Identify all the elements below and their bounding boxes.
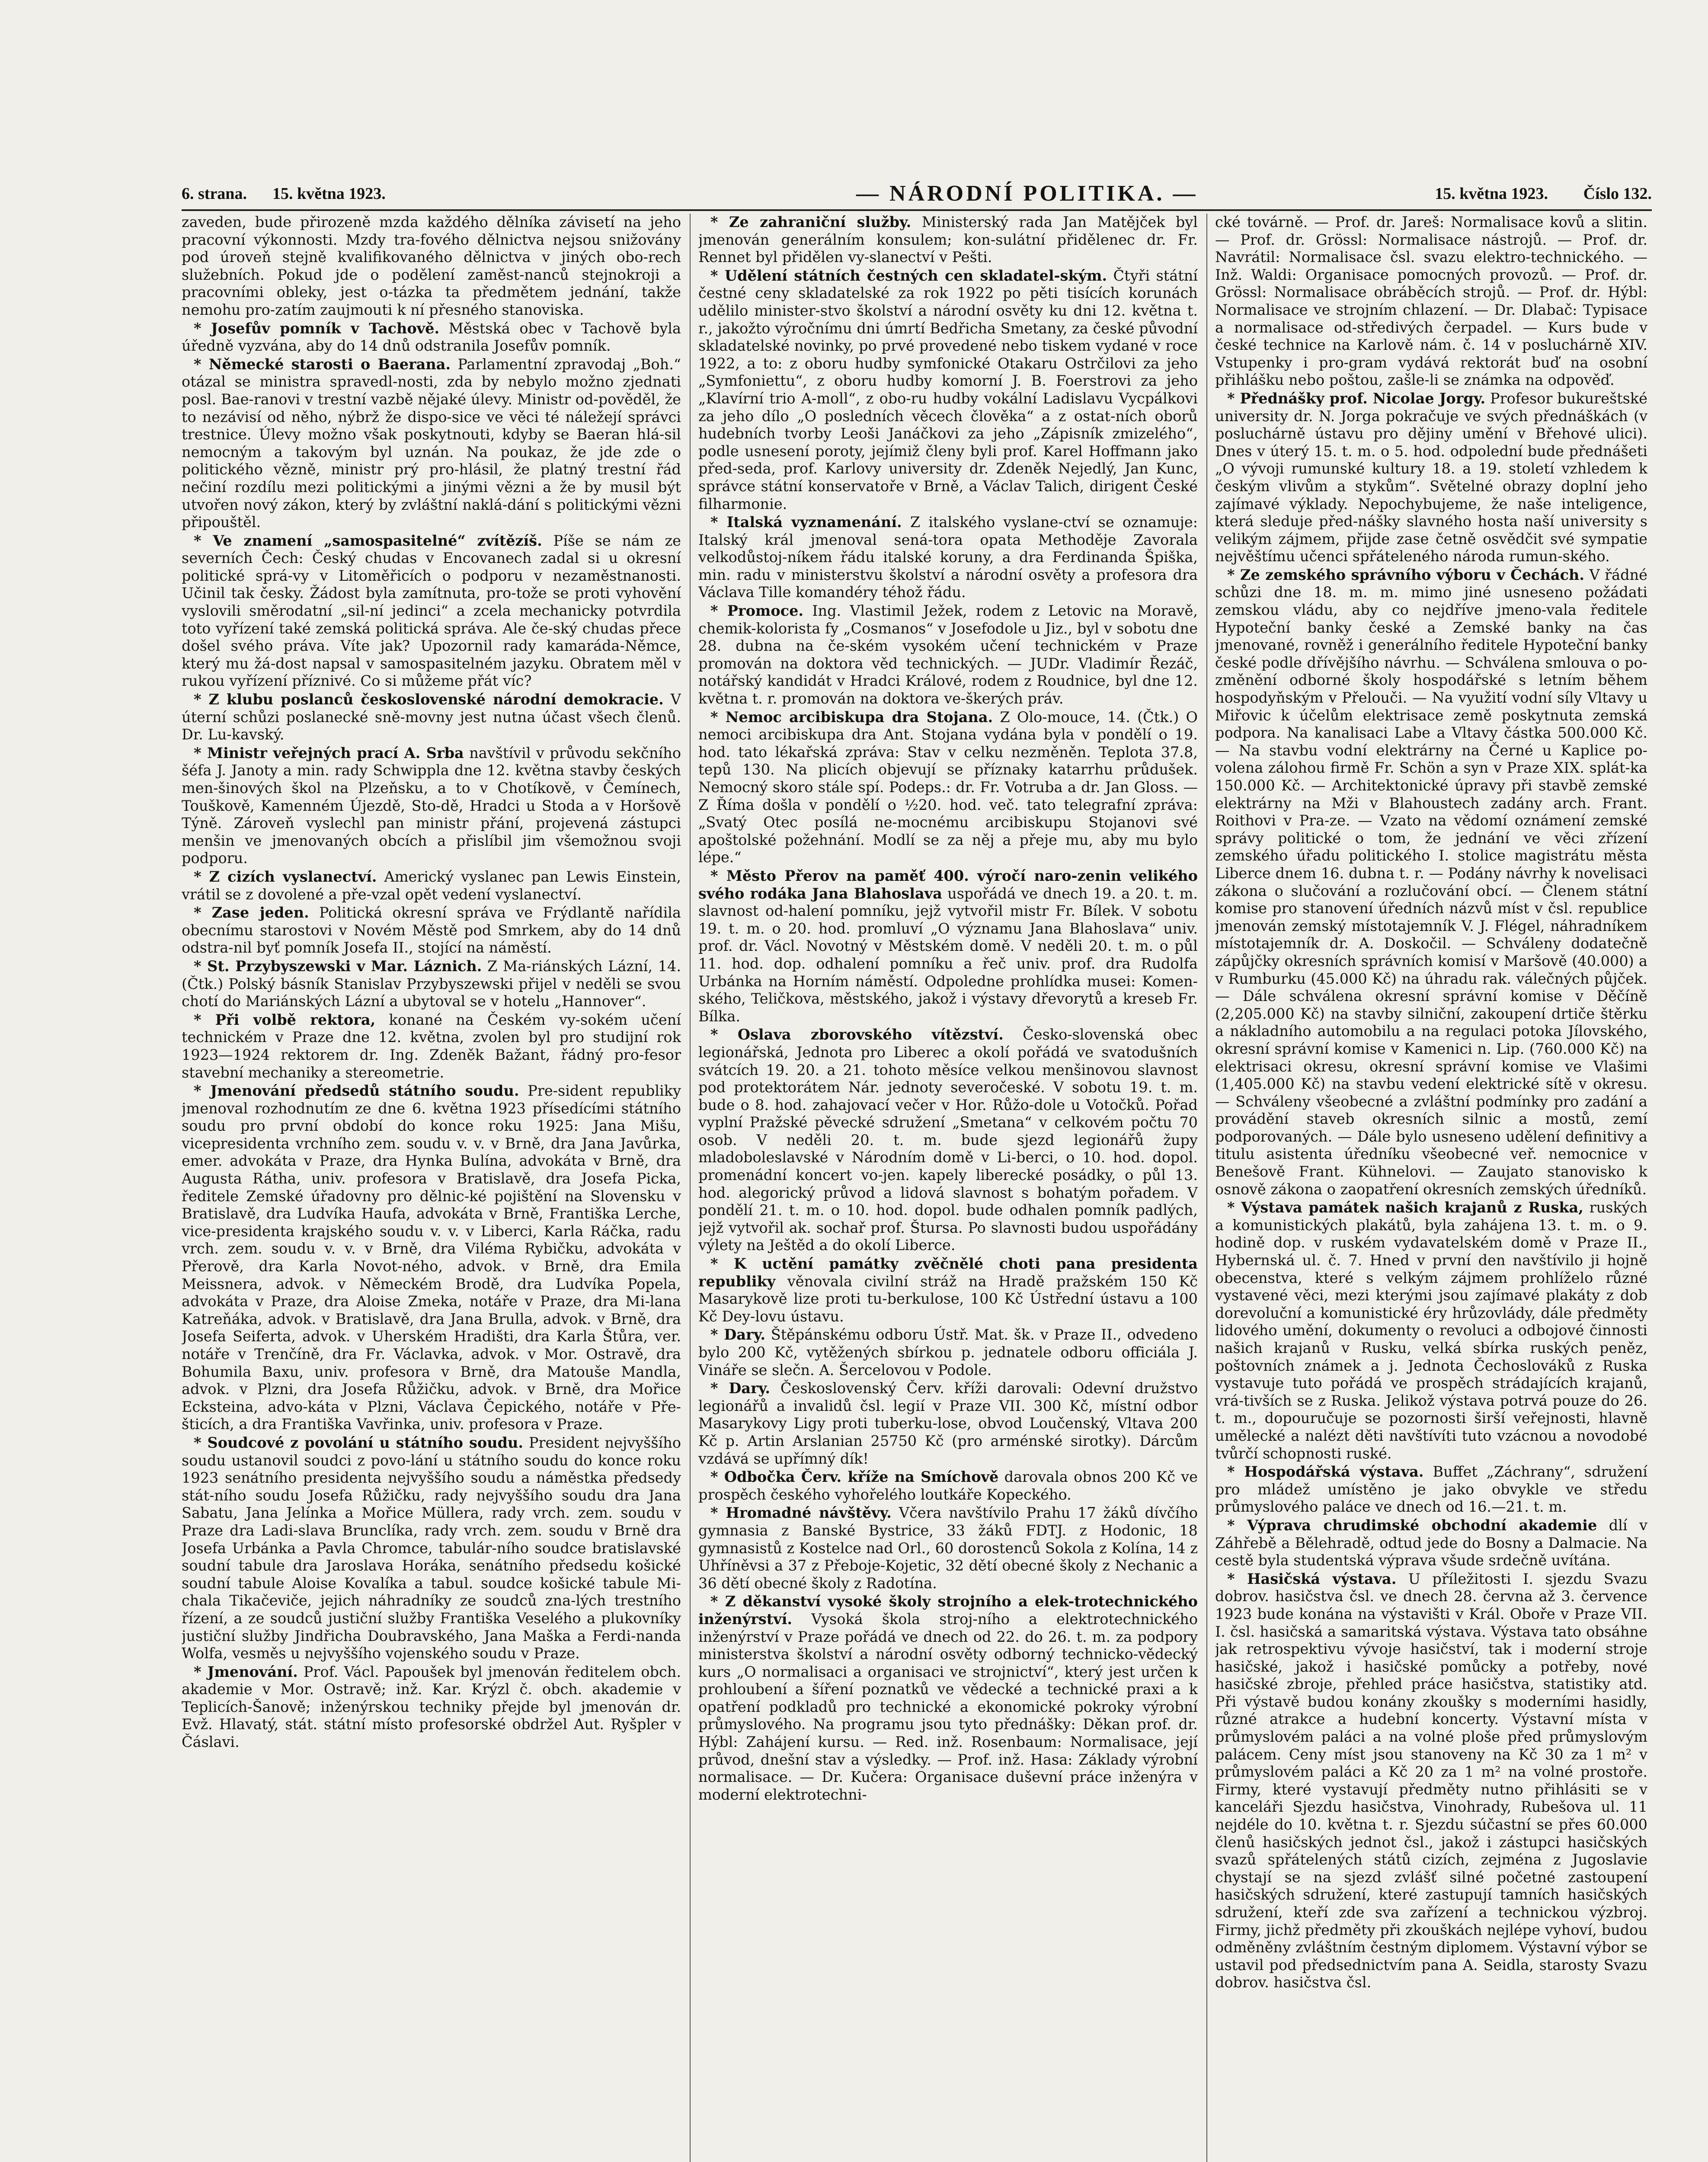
header-date-right: 15. května 1923. xyxy=(1435,185,1548,203)
header-rule xyxy=(182,209,1652,211)
article-paragraph xyxy=(182,1082,681,1433)
article-paragraph xyxy=(1215,390,1647,566)
article-paragraph xyxy=(182,958,681,1011)
article-text: Buffet „Záchrany“, sdružení pro mládež umístěno je jako obvykle ve středu průmyslového paláce ve dnech od 16.—21. t. m. xyxy=(1215,1463,1647,1516)
article-headline: * Ve znamení „samospasitelné“ zvítězíš. xyxy=(194,532,542,549)
article-text: V úterní schůzi poslanecké sně-movny jest nutna účast všech členů. Dr. Lu-kavský. xyxy=(182,691,681,743)
article-headline: * Nemoc arcibiskupa dra Stojana. xyxy=(710,708,993,726)
article-headline: * St. Przybyszewski v Mar. Láznich. xyxy=(194,957,482,975)
article-headline: * Italská vyznamenání. xyxy=(710,514,902,531)
article-headline: * Město Přerov na paměť 400. výročí naro-zenin velikého svého rodáka Jana Blahoslava xyxy=(698,867,1198,902)
article-paragraph xyxy=(698,602,1198,708)
article-paragraph xyxy=(698,1593,1198,1804)
column-2 xyxy=(698,214,1198,2162)
article-paragraph xyxy=(182,356,681,531)
article-text: President nejvyššího soudu ustanovil soudci z povo-lání u státního soudu do konce roku 1923 senátního presidenta nejvyššího soudu a náměstka předsedy stát-ního soudu Josefa Růžičku, rady nejvyššího soudu dra Jana Sabatu, Jana Jelínka a Mořice Müllera, rady vrch. zem. soudu v Praze dra Ladi-slava Brunclíka, rady vrch. zem. soudu v Brně dra Josefa Urbánka a Pavla Chromce, tabulár-ního soudce bratislavské soudní tabule dra Jaroslava Horáka, senátního předsedu košické soudní tabule Aloise Kovalíka a tabul. soudce košické tabule Mi-chala Tikačeviče, jejich náhradníky ze soudců zna-lých trestního řízení, a ze soudců justiční služby Františka Veselého a plukovníky justiční služby Jindřicha Doubravského, Jana Maška a Ferdi-nanda Wolfa, vesměs u nejvyššího vojenského soudu v Praze. xyxy=(182,1434,681,1662)
article-headline: * Promoce. xyxy=(710,602,804,620)
article-text: Městská obec v Tachově byla úředně vyzvána, aby do 14 dnů odstranila Josefův pomník. xyxy=(182,320,681,355)
article-text: Profesor bukureštské university dr. N. Jorga pokračuje ve svých přednáškách (v posluchárně ústavu pro dějiny umění v Břehové ulici). Dnes v úterý 15. t. m. o 5. hod. odpolední bude přednášeti „O vývoji rumunské kultury 18. a 19. století vzhledem k českým vlivům a stykům“. Světelné obrazy doplní jeho zajímavé výklady. Nepochybujeme, že naše inteligence, která sleduje před-nášky slavného hosta naší university s velikým zájmem, přijde zase četně osvědčit své sympatie nejvěštímu učenci spřáteleného národa rumun-ského. xyxy=(1215,390,1647,565)
article-paragraph xyxy=(182,1434,681,1663)
article-headline: * Německé starosti o Baerana. xyxy=(194,355,451,373)
article-paragraph xyxy=(698,709,1198,867)
article-text: Prof. Václ. Papoušek byl jmenován ředitelem obch. akademie v Mor. Ostravě; inž. Kar. Krýzl č. obch. akademie v Teplicích-Šanově; inženýrskou techniky přejde byl jmenován dr. Evž. Hlavatý, stát. státní místo profesorské obdržel Aut. Ryšpler v Čáslavi. xyxy=(182,1663,681,1751)
article-text: Štěpánskému odboru Ústř. Mat. šk. v Praze II., odvedeno bylo 200 Kč, vytěžených sbírkou p. jednatele odboru officiála J. Vináře se slečn. A. Šercelovou v Podole. xyxy=(698,1326,1198,1378)
article-text: Americký vyslanec pan Lewis Einstein, vrátil se z dovolené a pře-vzal opět vedení vyslanectví. xyxy=(182,868,681,903)
article-paragraph xyxy=(698,1380,1198,1468)
article-paragraph xyxy=(698,1468,1198,1503)
article-text: Politická okresní správa ve Frýdlantě nařídila obecnímu starostovi v Novém Městě pod Smrkem, aby do 14 dnů odstra-nil byť pomník Josefa II., stojící na náměstí. xyxy=(182,904,681,956)
column-divider xyxy=(690,214,691,2162)
page-number: 6. strana. xyxy=(182,185,247,203)
article-headline: * Dary. xyxy=(710,1326,765,1343)
article-text: Z italského vyslane-ctví se oznamuje: Italský král jmenoval sená-tora opata Methoděje Zavorala velkodůstoj-níkem řádu italské koruny, a dra Ferdinanda Špiška, min. radu v ministerstvu školství a národní osvěty a profesora dra Václava Tille komandéry téhož řádu. xyxy=(698,514,1198,601)
article-paragraph xyxy=(182,214,681,319)
article-headline: * Oslava zborovského vítězství. xyxy=(710,1026,1004,1043)
newspaper-title: — NÁRODNÍ POLITIKA. — xyxy=(856,181,1198,206)
article-headline: * Odbočka Červ. kříže na Smíchově xyxy=(710,1468,999,1486)
article-text: zaveden, bude přirozeně mzda každého dělníka závisetí na jeho pracovní výkonnosti. Mzdy tra-fového dělnictva nejsou snižovány pod úroveň stejně kvalifikovaného dělnictva v jiných obo-rech služebních. Pokud jde o podělení zaměst-nanců stejnokroji a pracovními obleky, jest o-tázka ta předmětem jednání, takže nemohu pro-zatím zaujmouti k ní přesného stanoviska. xyxy=(182,214,681,318)
article-text: věnovala civilní stráž na Hradě pražském 150 Kč Masarykově lize proti tu-berkulose, 100 Kč Ústřední ústavu a 100 Kč Dey-lovu ústavu. xyxy=(698,1273,1198,1325)
article-text: Z Olo-mouce, 14. (Čtk.) O nemoci arcibiskupa dra Ant. Stojana vydána byla v pondělí o 19. hod. tato lékařská zpráva: Stav v celku nezměněn. Teplota 37.8, tepů 130. Na plicích objevují se příznaky katarrhu průdušek. Nemocný skoro stále spí. Podeps.: dr. Fr. Votruba a dr. Jan Gloss. — Z Říma došla v pondělí o ½20. hod. več. tato telegrafní zpráva: „Svatý Otec posílá ne-mocnému arcibiskupu Stojanovi své apoštolské požehnání. Modlí se za něj a přeje mu, aby mu bylo lépe.“ xyxy=(698,708,1198,866)
column-3 xyxy=(1215,214,1647,2162)
article-paragraph xyxy=(182,320,681,355)
article-paragraph xyxy=(698,867,1198,1025)
column-divider xyxy=(1206,214,1207,2162)
article-text: konané na Českém vy-sokém učení technickém v Praze dne 12. května, zvolen byl pro studijní rok 1923—1924 rektorem dr. Ing. Zdeněk Bažant, řádný pro-fesor stavební mechaniky a stereometrie. xyxy=(182,1011,681,1081)
article-paragraph xyxy=(182,904,681,957)
article-headline: * Výprava chrudimské obchodní akademie xyxy=(1227,1516,1597,1534)
article-headline: * Jmenování předsedů státního soudu. xyxy=(194,1082,519,1100)
article-text: Československý Červ. kříži darovali: Odevní družstvo legionářů a invalidů čsl. legií v Praze VII. 300 Kč, místní odbor Masarykovy Ligy proti tuberku-lose, obvod Loučenský, Vltava 200 Kč p. Artin Arslanian 25750 Kč (pro arménské sirotky). Dárcům vzdává se upřímný dík! xyxy=(698,1380,1198,1467)
article-paragraph xyxy=(182,1663,681,1751)
article-paragraph xyxy=(1215,566,1647,1198)
article-text: V řádné schůzi dne 18. m. m. mimo jiné usneseno požádati zemskou vládu, aby co nejdříve jmeno-vala ředitele Hypoteční banky české a Zemské banky na čas jmenované, rovněž i generálního ředitele Hypoteční banky české podle dřívějšího návrhu. — Schválena smlouva o po-změnění odborné školy hospodářské s letním během hospodyňským v Přelouči. — Na využití vodní síly Vltavy u Miřovic k účelům elektrisace země poskytnuta zemská podpora. Na kanalisaci Labe a Vltavy částka 500.000 Kč. — Na stavbu vodní elektrárny na Černé u Kaplice po-volena zálohou firmě Fr. Schön a syn v Praze XIX. splát-ka 150.000 Kč. — Architektonické úpravy při stavbě zemské elektrárny na Mži v Blahoustech zadány arch. Frant. Roithovi v Pra-ze. — Vzato na vědomí oznámení zemské správy politické o tom, že jednání ve věci zřízení zemského úřadu politického I. stolice magistrátu města Liberce dnem 16. dubna t. r. — Podány návrhy k novelisaci zákona o slučování a rozlučování obcí. — Členem státní komise pro stanovení úředních názvů míst v čsl. republice jmenován zemský místotajemník V. J. Flégel, náhradníkem místotajemník dr. A. Doskočil. — Schváleny dodatečně zápůjčky okresních správních komisí v Maršově (40.000) a v Rumburku (45.000 Kč) na úhradu rak. válečných půjček. — Dále schválena okresní správní komise v Děčíně (2,205.000 Kč) na stavby silniční, zakoupení drtiče štěrku a nákladního automobilu a na regulaci potoka Jílovského, okresní správní komise v Kamenici n. Lip. (760.000 Kč) na elektrisaci okresu, okresní správní komise ve Vlašimi (1,405.000 Kč) na stavbu vedení elektrické sítě v okresu. — Schváleny všeobecné a zvláštní podmínky pro zadání a provádění staveb okresních silnic a mostů, zemí podporovaných. — Dále bylo usneseno udělení definitivy a titulu asistenta úředníku všeobecné veř. nemocnice v Benešově Frant. Kühnelovi. — Zaujato stanovisko k osnově zákona o zaopatření okresních zemských úředníků. xyxy=(1215,566,1647,1198)
article-paragraph xyxy=(182,1011,681,1081)
article-text: cké továrně. — Prof. dr. Jareš: Normalisace kovů a slitin. — Prof. dr. Grössl: Normalisace nástrojů. — Prof. dr. Navrátil: Normalisace čsl. svazu elektro-technického. — Inž. Waldi: Organisace pomocných provozů. — Prof. dr. Grössl: Normalisace obráběcích strojů. — Prof. dr. Hýbl: Normalisace ve strojním chlazení. — Dr. Dlabač: Typisace a normalisace od-středivých čerpadel. — Kurs bude v české technice na Karlově nám. č. 14 v posluchárně XIV. Vstupenky i pro-gram vydává rektorát buď na osobní přihlášku nebo poštou, zašle-li se známka na odpověď. xyxy=(1215,214,1647,389)
article-text: Parlamentní zpravodaj „Boh.“ otázal se ministra spravedl-nosti, zda by nebylo možno zjednati posl. Bae-ranovi v trestní vazbě nějaké úlevy. Ministr od-pověděl, že to nezávisí od něho, nýbrž že dispo-sice ve věci té náležejí správci trestnice. Úlevy možno však poskytnouti, kdyby se Baeran hlá-sil nemocným a takovým byl uznán. Na poukaz, že jde zde o politického vězně, ministr prý pro-hlásil, že platný trestní řád nečiní rozdílu mezi politickými a jinými vězni a že by musil být utvořen nový zákon, který by zvláštní naklá-dání s politickými vězni připouštěl. xyxy=(182,355,681,531)
article-headline: * Zase jeden. xyxy=(194,904,309,921)
article-paragraph xyxy=(182,745,681,867)
article-paragraph xyxy=(698,1255,1198,1325)
article-text: ruských a komunistických plakátů, byla zahájena 13. t. m. o 9. hodině dop. v ruském vydavatelském domě v Praze II., Hybernská ul. č. 7. Hned v první den navštívilo ji hojně obecenstva, které s velkým zájmem prohlíželo různé vystavené věci, mezi kterými jsou zajímavé plakáty z dob dorevoluční a komunistické éry hrůzovlády, dále předměty lidového umění, dokumenty o revoluci a odbojové činnosti našich krajanů v Rusku, velká sbírka ruských peněz, poštovních známek a j. Jednota Čechoslováků z Ruska vystavuje tuto pořádá ve prospěch strádajících krajanů, vrá-tivších se z Ruska. Jelikož výstava potrvá pouze do 26. t. m., dopouručuje se pozornosti širší veřejnosti, hlavně umělecké a nalézt děti navštívíti tuto vzácnou a novodobé tvůrčí schopnosti ruské. xyxy=(1215,1199,1647,1462)
article-text: Z Ma-riánských Lázní, 14. (Čtk.) Polský básník Stanislav Przybyszewski přijel v neděli se svou chotí do Mariánských Lázní a ubytoval se v hotelu „Hannover“. xyxy=(182,957,681,1010)
article-headline: * Dary. xyxy=(710,1380,771,1397)
page-header xyxy=(182,181,1652,211)
article-text: Píše se nám ze severních Čech: Český chudas v Encovanech zadal si u okresní politické sprá-vy v Litoměřicích o podporu v nezaměstnanosti. Učinil tak česky. Žádost byla zamítnuta, pro-tože se proti vyhovění vyslovili směrodatní „sil-ní jedinci“ a zcela mechanicky potvrdila toto vyřízení také zemská politická správa. Ale če-ský chudas přece došel svého práva. Víte jak? Upozornil rady kamaráda-Němce, který mu žá-dost napsal v samospasitelném jazyku. Obratem měl v rukou vyřízení příznivé. Co si můžeme přát víc? xyxy=(182,532,681,690)
article-paragraph xyxy=(182,532,681,690)
article-paragraph xyxy=(1215,1463,1647,1516)
column-1 xyxy=(182,214,681,2162)
article-text: Ing. Vlastimil Ježek, rodem z Letovic na Moravě, chemik-kolorista fy „Cosmanos“ v Josefodole u Jiz., byl v sobotu dne 28. dubna na če-ském vysokém učení technickém v Praze promován na doktora věd technických. — JUDr. Vladimír Řezáč, notářský kandidát v Hradci Králové, rodem z Roudnice, byl dne 12. května t. r. promován na doktora ve-škerých práv. xyxy=(698,602,1198,707)
article-headline: * Hospodářská výstava. xyxy=(1227,1463,1424,1481)
article-headline: * Při volbě rektora, xyxy=(194,1011,376,1028)
article-text: navštívil v průvodu sekčního šéfa J. Janoty a min. rady Schwippla dne 12. května stavby českých men-šinových škol na Plzeňsku, a to v Chotíkově, v Čemínech, Touškově, Kamenném Újezdě, Sto-dě, Hradci u Stoda a v Horšově Týně. Zároveň vyslechl pan ministr přání, projevená zástupci menšin ve jmenovaných obcích a přislíbil jim všemožnou svoji podporu. xyxy=(182,744,681,867)
article-paragraph xyxy=(1215,1517,1647,1570)
article-paragraph xyxy=(698,1026,1198,1254)
article-text: dlí v Záhřebě a Bělehradě, odtud jede do Bosny a Dalmacie. Na cestě byla studentská výprava všude srdečně uvítána. xyxy=(1215,1516,1647,1569)
article-headline: * Ministr veřejných prací A. Srba xyxy=(194,744,464,761)
article-headline: * K uctění památky zvěčnělé choti pana presidenta republiky xyxy=(698,1255,1198,1290)
article-text: Ministerský rada Jan Matějček byl jmenován generálním konsulem; kon-sulátní přidělenec dr. Fr. Rennet byl přidělen vy-slanectví v Pešti. xyxy=(698,214,1198,266)
article-paragraph xyxy=(1215,214,1647,389)
article-headline: * Soudcové z povolání u státního soudu. xyxy=(194,1434,523,1451)
article-headline: * Z klubu poslanců československé národní demokracie. xyxy=(194,691,664,708)
article-text: uspořádá ve dnech 19. a 20. t. m. slavnost od-halení pomníku, jejž vytvořil mistr Fr. Bílek. V sobotu 19. t. m. o 20. hod. promluví „O významu Jana Blahoslava“ univ. prof. dr. Václ. Novotný v Městském domě. V neděli 20. t. m. o půl 11. hod. dop. odhalení pomníku a řeč univ. prof. dra Rudolfa Urbánka na Horním náměstí. Odpoledne prohlídka musei: Komen-ského, Teličkova, městského, jakož i výstavy dřevorytů a kreseb Fr. Bílka. xyxy=(698,885,1198,1025)
article-paragraph xyxy=(1215,1199,1647,1462)
article-text: Včera navštívilo Prahu 17 žáků dívčího gymnasia z Banské Bystrice, 33 žáků FDTJ. z Hodonic, 18 gymnasistů z Kostelce nad Orl., 60 dorostenců Sokola z Kolína, 14 z Uhříněvsi a 37 z Přeboje-Kojetic, 32 dětí obecné školy z Nechanic a 36 dětí obecné školy z Radotína. xyxy=(698,1504,1198,1592)
article-paragraph xyxy=(698,1326,1198,1379)
article-paragraph xyxy=(698,1504,1198,1592)
article-text: Čtyři státní čestné ceny skladatelské za rok 1922 po pěti tisících korunách udělilo minister-stvo školství a národní osvěty ku dni 12. května t. r., jakožto výročnímu dni úmrtí Bedřicha Smetany, za české původní skladatelské novinky, po prvé provedené nebo tiskem vydané v roce 1922, a to: z oboru hudby symfonické Otakaru Ostrčilovi za jeho „Symfoniettu“, z oboru hudby komorní J. B. Foerstrovi za jeho „Klavírní trio A-moll“, z obo-ru hudby vokální Ladislavu Vycpálkovi za jeho dílo „O posledních věcech člověka“ a z ostat-ních oborů hudebních tvorby Leoši Janáčkovi za jeho „Zápisník zmizelého“, podle usnesení poroty, jejímiž členy byli prof. Karel Hoffmann jako před-seda, prof. Karlovy university dr. Zdeněk Nejedlý, Jan Kunc, správce státní konservatoře v Brně, a Václav Talich, dirigent České filharmonie. xyxy=(698,267,1198,512)
issue-number: Číslo 132. xyxy=(1583,185,1652,203)
article-text: Česko-slovenská obec legionářská, Jednota pro Liberec a okolí pořádá ve svatodušních svátcích 19. 20. a 21. tohoto měsíce velkou menšinovou slavnost pod protektorátem Nár. jednoty severočeské. V sobotu 19. t. m. bude o 8. hod. zahajovací večer v Hor. Růžo-dole u Votočků. Pořad vyplní Pražské pěvecké sdružení „Smetana“ v celkovém počtu 70 osob. V neděli 20. t. m. bude sjezd legionářů župy mladoboleslavské v Národním domě v Li-berci, o 10. hod. dopol. promenádní koncert vo-jen. kapely liberecké posádky, o půl 13. hod. alegorický průvod a lidová slavnost s bohatým pořadem. V pondělí 21. t. m. o 10. hod. dopol. bude odhalen pomník padlých, jejž vytvořil ak. sochař prof. Štursa. Po slavnosti budou uspořádány výlety na Ještěd a do okolí Liberce. xyxy=(698,1026,1198,1254)
article-paragraph xyxy=(182,868,681,903)
article-paragraph xyxy=(698,214,1198,266)
article-text: darovala obnos 200 Kč ve prospěch českého vyhořelého loutkáře Kopeckého. xyxy=(698,1468,1198,1503)
article-headline: * Jmenování. xyxy=(194,1663,298,1680)
article-text: Vysoká škola stroj-ního a elektrotechnického inženýrství v Praze pořádá ve dnech od 22. do 26. t. m. za podpory ministerstva školství a národní osvěty odborný technicko-vědecký kurs „O normalisaci a organisaci ve strojnictví“, který jest určen k prohloubení a šíření poznatků ve vědecké a technické praxi a k opatření podkladů pro technické a ekonomické pokroky výrobní průmyslového. Na programu jsou tyto přednášky: Děkan prof. dr. Hýbl: Zahájení kursu. — Red. inž. Rosenbaum: Normalisace, její průvod, dnešní stav a výsledky. — Prof. inž. Hasa: Základy výrobní normalisace. — Dr. Kučera: Organisace duševní práce inženýra v moderní elektrotechni- xyxy=(698,1610,1198,1803)
article-headline: * Hromadné návštěvy. xyxy=(710,1504,892,1522)
article-text: Pre-sident republiky jmenoval rozhodnutím ze dne 6. května 1923 přísedícími státního soudu pro první období do konce roku 1925: Jana Mišu, vicepresidenta vrchního zem. soudu v. v. v Brně, dra Jana Javůrka, emer. advokáta v Praze, dra Hynka Bulína, advokáta v Brně, dra Augusta Rátha, univ. profesora v Bratislavě, dra Josefa Picka, ředitele Zemské úřadovny pro dělnic-ké pojištění na Slovensku v Bratislavě, dra Ludvíka Haufa, advokáta v Brně, Františka Lerche, vice-presidenta krajského soudu v. v. v Liberci, Karla Ráčka, radu vrch. zem. soudu v. v. v Brně, dra Viléma Rybičku, advokáta v Přerově, dra Karla Novot-ného, advok. v Brně, dra Emila Meissnera, advok. v Německém Brodě, dra Ludvíka Popela, advokáta v Praze, dra Aloise Zmeka, notáře v Praze, dra Mi-lana Katreňáka, advok. v Bratislavě, dra Jana Brulla, advok. v Brně, dra Josefa Seiferta, advok. v Uherském Hradišti, dra Karla Štůra, ver. notáře v Trenčíně, dra Fr. Václavka, advok. v Mor. Ostravě, dra Bohumila Baxu, univ. profesora v Brně, dra Matouše Mandla, advok. v Plzni, dra Josefa Růžičku, advok. v Brně, dra Mořice Ecksteina, advo-káta v Plzni, Václava Čepického, notáře v Pře-šticích, a dra Františka Vavřinka, univ. profesora v Praze. xyxy=(182,1082,681,1433)
article-headline: * Ze zahraniční služby. xyxy=(710,214,912,230)
article-paragraph xyxy=(698,267,1198,513)
article-paragraph xyxy=(182,691,681,744)
article-headline: * Z děkanství vysoké školy strojního a elek-trotechnického inženýrství. xyxy=(698,1593,1198,1628)
article-text: U příležitosti I. sjezdu Svazu dobrov. hasičstva čsl. ve dnech 28. června až 3. července 1923 bude konána na výstavišti v Král. Oboře v Praze VII. I. čsl. hasičská a samaritská výstava. Výstava tato obsáhne jak retrospektivu vývoje hasičství, tak i moderní stroje hasičské, jakož i hasičské pomůcky a potřeby, nové hasičské zbroje, přehled práce hasičstva, statistiky atd. Při výstavě budou konány zkoušky s moderními hasidly, různé atrakce a hudební koncerty. Výstavní místa v průmyslovém paláci a na volné ploše před průmyslovým palácem. Ceny míst jsou stanoveny na Kč 30 za 1 m² v průmyslovém paláci a Kč 20 za 1 m² na volné prostoře. Firmy, které vystavují předměty nutno přihlásiti se v kanceláři Sjezdu hasičstva, Vinohrady, Rubešova ul. 11 nejdéle do 10. května t. r. Sjezdu súčastní se přes 60.000 členů hasičských jednot čsl., jakož i zástupci hasičských svazů spřátelených států cizích, zejména z Jugoslavie chystají se na sjezd zvlášť silné početné zastoupení hasičských sdružení, které zastupují tamních hasičských sdružení, kteří zde sva zařízení a technickou výzbroj. Firmy, jichž předměty při zkouškách nejlépe vyhoví, budou odměněny zvláštním čestným diplomem. Výstavní výbor se ustavil pod předsednictvím pana A. Seidla, starosty Svazu dobrov. hasičstva čsl. xyxy=(1215,1570,1647,1991)
header-date-left: 15. května 1923. xyxy=(272,185,386,203)
article-headline: * Výstava památek našich krajanů z Ruska, xyxy=(1227,1199,1583,1216)
article-headline: * Hasičská výstava. xyxy=(1227,1570,1397,1587)
article-headline: * Ze zemského správního výboru v Čechách. xyxy=(1227,566,1585,583)
article-headline: * Přednášky prof. Nicolae Jorgy. xyxy=(1227,390,1486,407)
article-headline: * Josefův pomník v Tachově. xyxy=(194,320,440,337)
article-paragraph xyxy=(1215,1570,1647,1992)
article-headline: * Udělení státních čestných cen skladatel-ským. xyxy=(710,267,1107,284)
article-headline: * Z cizích vyslanectví. xyxy=(194,868,377,885)
article-paragraph xyxy=(698,514,1198,601)
